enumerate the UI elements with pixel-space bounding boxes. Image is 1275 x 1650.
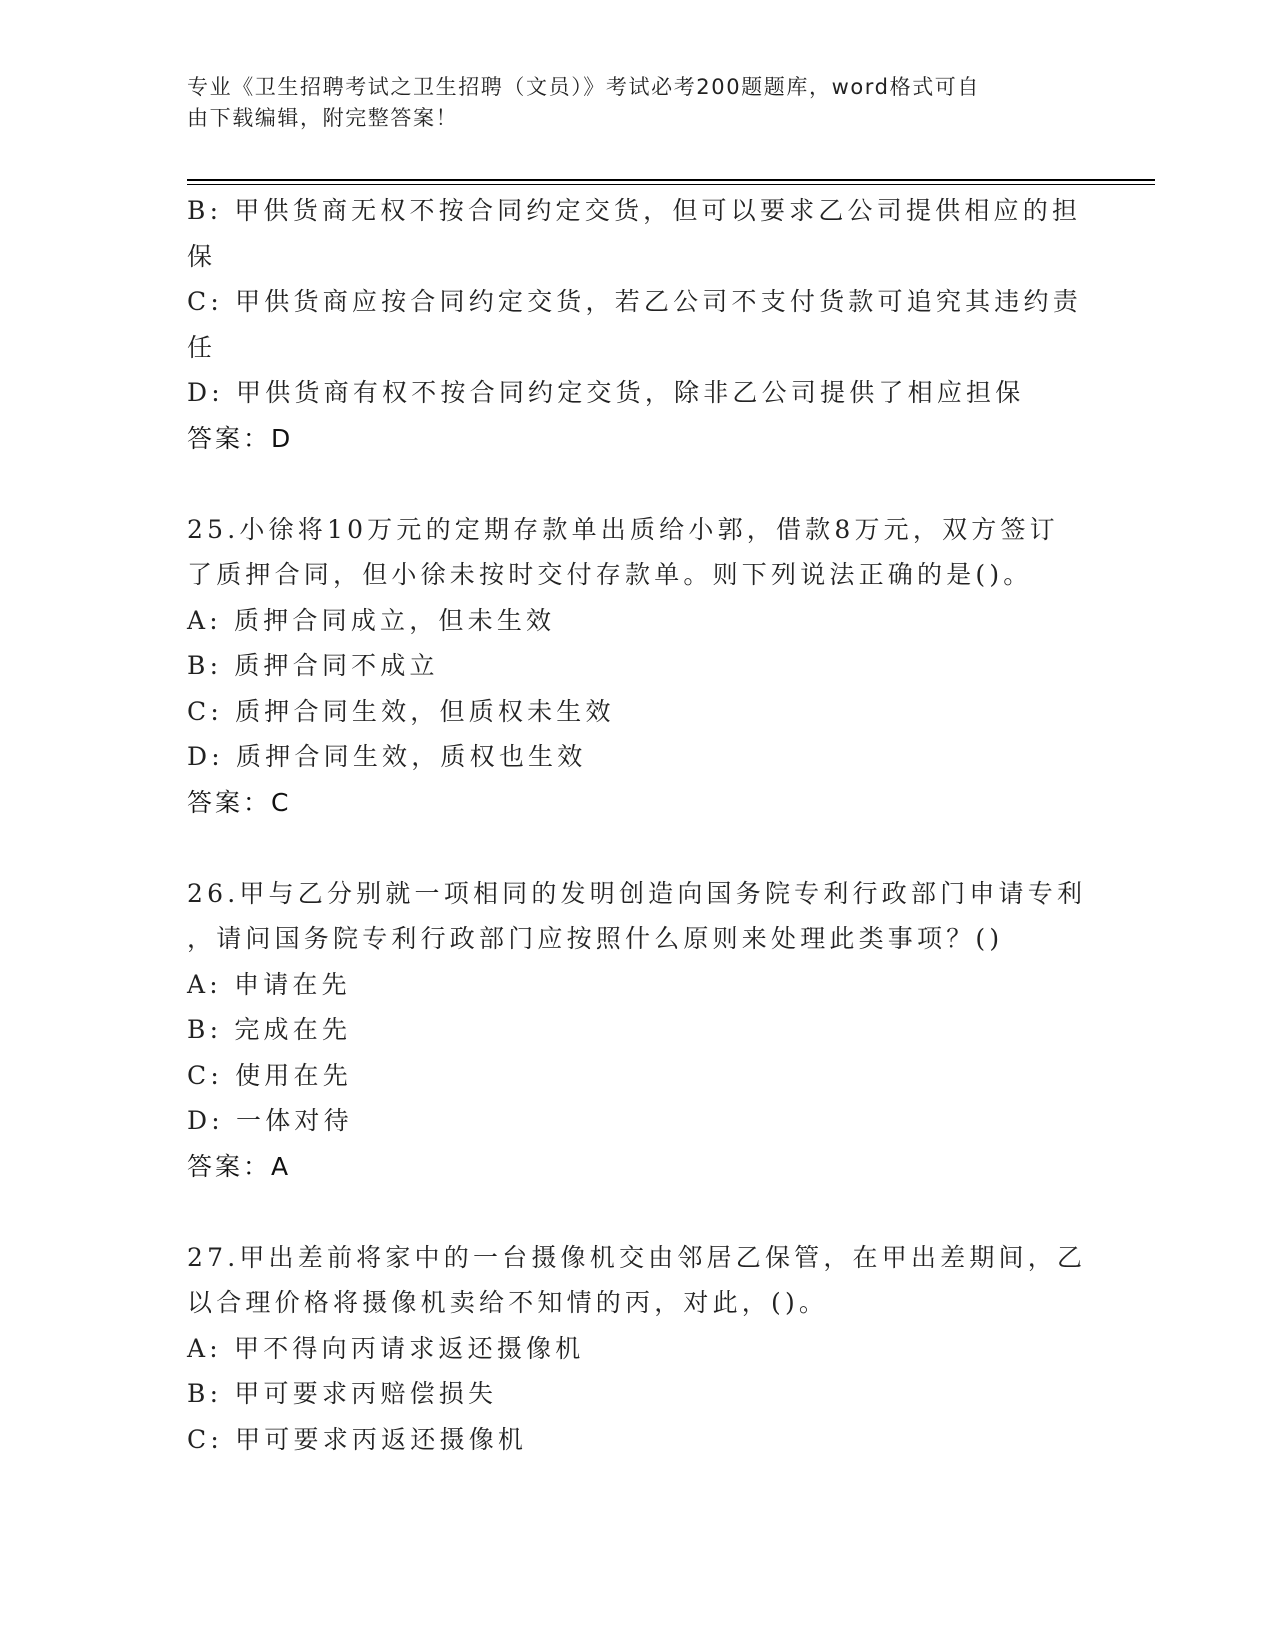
option-b-line-1: B: 甲供货商无权不按合同约定交货，但可以要求乙公司提供相应的担 [187,196,1082,225]
option-c: C: 质押合同生效，但质权未生效 [187,696,615,726]
option-b: B: 质押合同不成立 [187,651,439,680]
option-b: B: 完成在先 [187,1015,352,1044]
header-divider-thin [187,184,1155,185]
question-stem-line-1: 26.甲与乙分别就一项相同的发明创造向国务院专利行政部门申请专利 [187,878,1087,908]
option-c-line-1: C: 甲供货商应按合同约定交货，若乙公司不支付货款可追究其违约责 [187,287,1082,316]
option-c: C: 使用在先 [187,1060,352,1090]
option-c-line-2: 任 [187,332,217,362]
option-b-line-2: 保 [187,241,217,271]
question-stem-line-2: 以合理价格将摄像机卖给不知情的丙，对此，()。 [187,1288,829,1317]
option-d: D: 质押合同生效，质权也生效 [187,742,587,771]
option-d: D: 一体对待 [187,1106,353,1135]
option-d: D: 甲供货商有权不按合同约定交货，除非乙公司提供了相应担保 [187,378,1025,407]
question-stem-line-2: ，请问国务院专利行政部门应按照什么原则来处理此类事项？() [187,924,1004,953]
option-a: A: 甲不得向丙请求返还摄像机 [187,1333,585,1363]
option-a: A: 申请在先 [187,969,351,999]
option-b: B: 甲可要求丙赔偿损失 [187,1379,498,1408]
document-header [187,72,1077,134]
question-27 [187,1235,1087,1463]
option-a: A: 质押合同成立，但未生效 [187,605,556,635]
question-26 [187,871,1087,1190]
answer-label: 答案：A [187,1151,292,1181]
header-line-2: 由下载编辑，附完整答案！ [187,106,459,130]
answer-label: 答案：D [187,423,294,453]
question-25 [187,507,1077,826]
option-c: C: 甲可要求丙返还摄像机 [187,1424,528,1454]
document-body [187,188,1087,1462]
question-stem-line-2: 了质押合同，但小徐未按时交付存款单。则下列说法正确的是()。 [187,560,1033,589]
header-divider-thick [187,179,1155,181]
header-line-1: 专业《卫生招聘考试之卫生招聘（文员）》考试必考200题题库，word格式可自 [187,75,980,99]
question-24-partial [187,188,1082,461]
answer-label: 答案：C [187,787,292,817]
question-stem-line-1: 27.甲出差前将家中的一台摄像机交由邻居乙保管，在甲出差期间，乙 [187,1242,1087,1272]
question-stem-line-1: 25.小徐将10万元的定期存款单出质给小郭，借款8万元，双方签订 [187,514,1059,544]
